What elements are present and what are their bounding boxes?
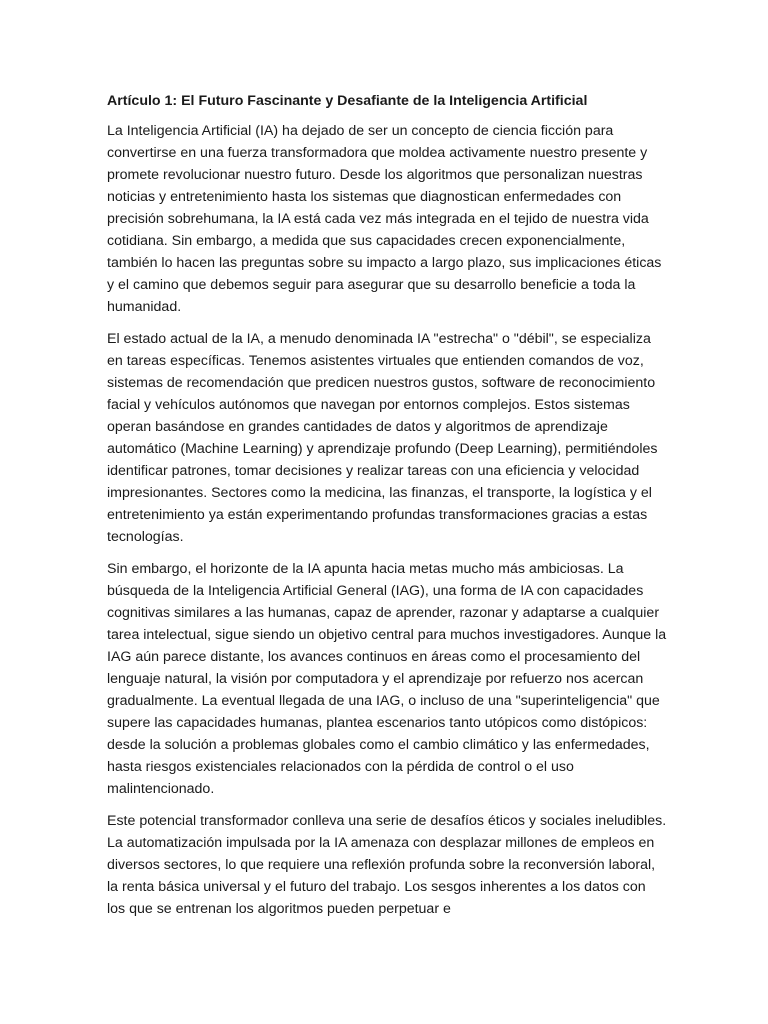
paragraph-ethical-challenges: Este potencial transformador conlleva una serie de desafíos éticos y sociales ineludibles. La automatización impulsada por la IA amenaza con desplazar millones de empleos en diversos sectores, lo que requiere una reflexión profunda sobre la reconversión laboral, la renta básica universal y el futuro del trabajo. Los sesgos inherentes a los datos con los que se entrenan los algoritmos pueden perpetuar e [107, 813, 667, 917]
paragraph-current-state: El estado actual de la IA, a menudo denominada IA "estrecha" o "débil", se especializa en tareas específicas. Tenemos asistentes virtuales que entienden comandos de voz, sistemas de recomendación que predicen nuestros gustos, software de reconocimiento facial y vehículos autónomos que navegan por entornos complejos. Estos sistemas operan basándose en grandes cantidades de datos y algoritmos de aprendizaje automático (Machine Learning) y aprendizaje profundo (Deep Learning), permitiéndoles identificar patrones, tomar decisiones y realizar tareas con una eficiencia y velocidad impresionantes. Sectores como la medicina, las finanzas, el transporte, la logística y el entretenimiento ya están experimentando profundas transformaciones gracias a estas tecnologías. [107, 331, 658, 545]
paragraph-introduction: La Inteligencia Artificial (IA) ha dejado de ser un concepto de ciencia ficción para convertirse en una fuerza transformadora que moldea activamente nuestro presente y promete revolucionar nuestro futuro. Desde los algoritmos que personalizan nuestras noticias y entretenimiento hasta los sistemas que diagnostican enfermedades con precisión sobrehumana, la IA está cada vez más integrada en el tejido de nuestra vida cotidiana. Sin embargo, a medida que sus capacidades crecen exponencialmente, también lo hacen las preguntas sobre su impacto a largo plazo, sus implicaciones éticas y el camino que debemos seguir para asegurar que su desarrollo beneficie a toda la humanidad. [107, 123, 662, 315]
article-body [107, 90, 667, 930]
paragraph-agi-horizon: Sin embargo, el horizonte de la IA apunta hacia metas mucho más ambiciosas. La búsqueda de la Inteligencia Artificial General (IAG), una forma de IA con capacidades cognitivas similares a las humanas, capaz de aprender, razonar y adaptarse a cualquier tarea intelectual, sigue siendo un objetivo central para muchos investigadores. Aunque la IAG aún parece distante, los avances continuos en áreas como el procesamiento del lenguaje natural, la visión por computadora y el aprendizaje por refuerzo nos acercan gradualmente. La eventual llegada de una IAG, o incluso de una "superinteligencia" que supere las capacidades humanas, plantea escenarios tanto utópicos como distópicos: desde la solución a problemas globales como el cambio climático y las enfermedades, hasta riesgos existenciales relacionados con la pérdida de control o el uso malintencionado. [107, 561, 667, 797]
article-title: Artículo 1: El Futuro Fascinante y Desafiante de la Inteligencia Artificial [107, 93, 588, 109]
